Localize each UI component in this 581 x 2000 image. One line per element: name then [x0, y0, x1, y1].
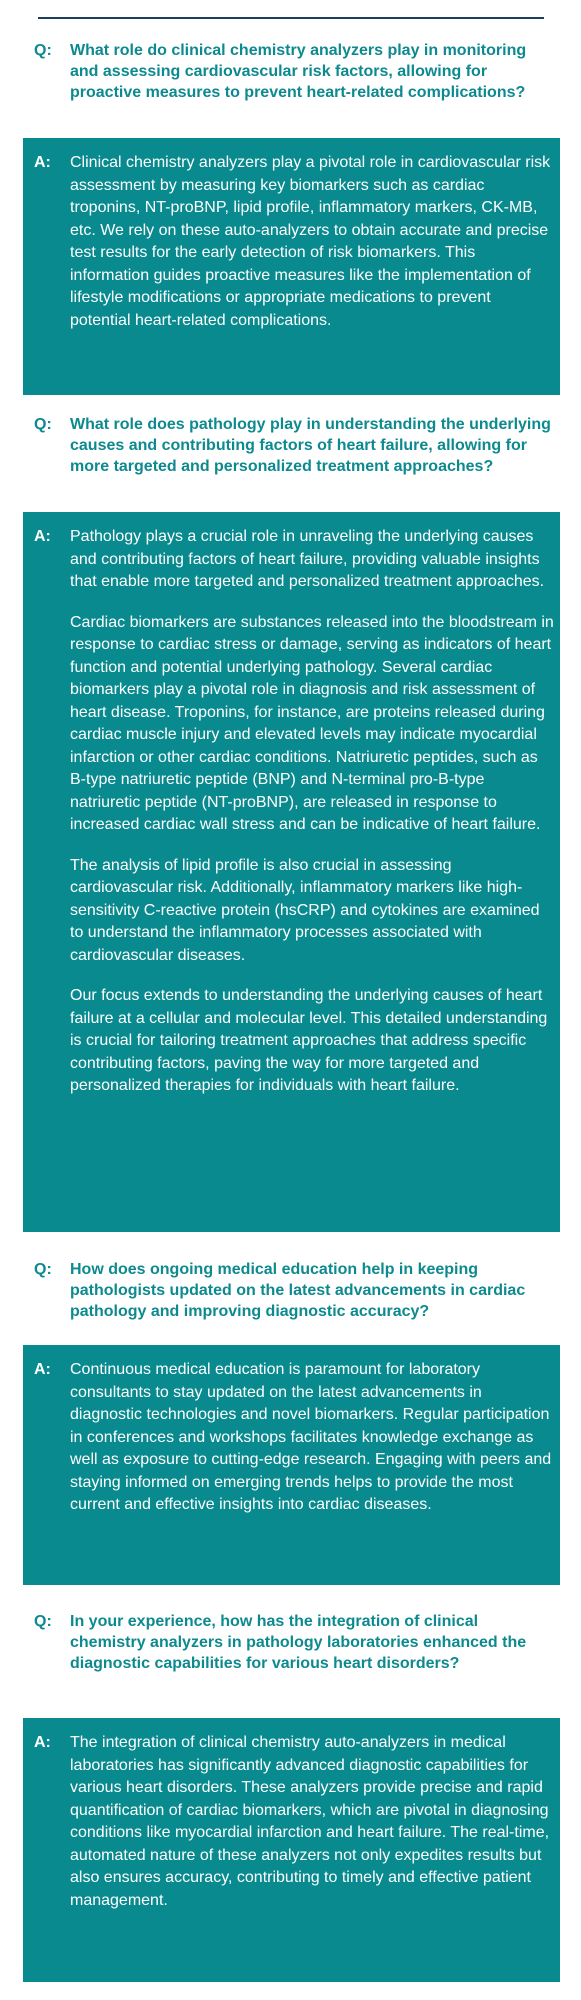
answer-paragraph: Pathology plays a crucial role in unraveling the underlying causes and contributing factors of heart failure, providing valuable insights that enable more targeted and personalized treatment approaches.	[70, 528, 545, 590]
question-block	[34, 1259, 554, 1322]
question-text: In your experience, how has the integration of clinical chemistry analyzers in pathology laboratories enhanced the diagnostic capabilities for various heart disorders?	[70, 1613, 527, 1672]
top-divider	[38, 17, 544, 19]
answer-paragraph: The integration of clinical chemistry auto-analyzers in medical laboratories has significantly advanced diagnostic capabilities for various heart disorders. These analyzers provide precise and rapid quantification of cardiac biomarkers, which are pivotal in diagnosing conditions like myocardial infarction and heart failure. The real-time, automated nature of these analyzers not only expedites results but also ensures accuracy, contributing to timely and effective patient management.	[70, 1734, 550, 1909]
question-block	[34, 40, 554, 103]
answer-block	[23, 1345, 560, 1585]
question-block	[34, 414, 554, 477]
answer-label: A:	[34, 1734, 51, 1751]
answer-block	[23, 512, 560, 1232]
question-label: Q:	[34, 42, 52, 59]
answer-paragraph: Our focus extends to understanding the underlying causes of heart failure at a cellular and molecular level. This detailed understanding is crucial for tailoring treatment approaches that address specific contributing factors, paving the way for more targeted and personalized therapies for individuals with heart failure.	[70, 987, 548, 1094]
question-block	[34, 1611, 554, 1674]
answer-label: A:	[34, 154, 51, 171]
question-text: What role do clinical chemistry analyzers play in monitoring and assessing cardiovascular risk factors, allowing for proactive measures to prevent heart-related complications?	[70, 42, 527, 101]
question-label: Q:	[34, 1613, 52, 1630]
answer-block	[23, 1718, 560, 1982]
answer-paragraph: Clinical chemistry analyzers play a pivotal role in cardiovascular risk assessment by measuring key biomarkers such as cardiac troponins, NT-proBNP, lipid profile, inflammatory markers, CK-MB, etc. We rely on these auto-analyzers to obtain accurate and precise test results for the early detection of risk biomarkers. This information guides proactive measures like the implementation of lifestyle modifications or appropriate medications to prevent potential heart-related complications.	[70, 154, 551, 329]
answer-block	[23, 138, 560, 395]
question-text: How does ongoing medical education help in keeping pathologists updated on the latest advancements in cardiac pathology and improving diagnostic accuracy?	[70, 1261, 526, 1320]
answer-label: A:	[34, 528, 51, 545]
question-label: Q:	[34, 1261, 52, 1278]
answer-label: A:	[34, 1361, 51, 1378]
answer-body	[70, 526, 554, 1098]
question-text: What role does pathology play in understanding the underlying causes and contributing factors of heart failure, allowing for more targeted and personalized treatment approaches?	[70, 416, 551, 475]
answer-body	[70, 1732, 554, 1912]
answer-paragraph: The analysis of lipid profile is also crucial in assessing cardiovascular risk. Additionally, inflammatory markers like high-sensitivity C-reactive protein (hsCRP) and cytokines are examined to understand the inflammatory processes associated with cardiovascular diseases.	[70, 856, 540, 964]
answer-paragraph: Continuous medical education is paramount for laboratory consultants to stay updated on the latest advancements in diagnostic technologies and novel biomarkers. Regular participation in conferences and workshops facilitates knowledge exchange as well as exposure to cutting-edge research. Engaging with peers and staying informed on emerging trends helps to provide the most current and effective insights into cardiac diseases.	[70, 1361, 552, 1513]
question-label: Q:	[34, 416, 52, 433]
answer-paragraph: Cardiac biomarkers are substances released into the bloodstream in response to cardiac stress or damage, serving as indicators of heart function and potential underlying pathology. Several cardiac biomarkers play a pivotal role in diagnosis and risk assessment of heart disease. Troponins, for instance, are proteins released during cardiac muscle injury and elevated levels may indicate myocardial infarction or other cardiac conditions. Natriuretic peptides, such as B-type natriuretic peptide (BNP) and N-terminal pro-B-type natriuretic peptide (NT-proBNP), are released in response to increased cardiac wall stress and can be indicative of heart failure.	[70, 613, 554, 833]
answer-body	[70, 152, 554, 332]
answer-body	[70, 1359, 554, 1517]
